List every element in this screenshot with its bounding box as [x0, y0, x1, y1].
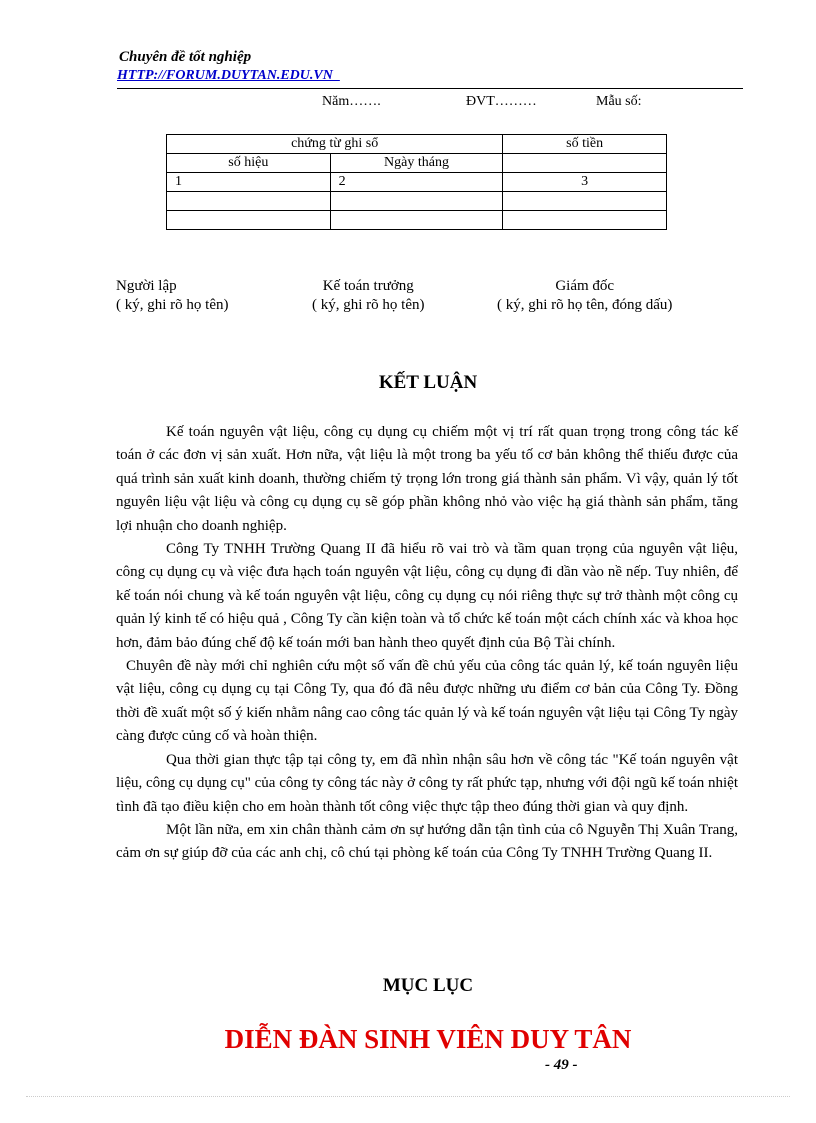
conclusion-body [116, 421, 738, 866]
table-index-cell: 2 [330, 173, 503, 192]
table-amount-header: số tiền [503, 135, 667, 154]
meta-year: Năm……. [322, 94, 381, 109]
footer-brand: DIỄN ĐÀN SINH VIÊN DUY TÂN [224, 1024, 632, 1054]
table-row [167, 154, 667, 173]
signature-note: ( ký, ghi rõ họ tên) [116, 297, 229, 313]
signature-director [497, 277, 672, 315]
table-cell [503, 192, 667, 211]
ledger-table [166, 134, 667, 230]
signature-chief-accountant [312, 277, 424, 315]
forum-link[interactable]: HTTP://FORUM.DUYTAN.EDU.VN_ [117, 68, 340, 83]
conclusion-paragraph: Công Ty TNHH Trường Quang II đã hiểu rõ vai trò và tầm quan trọng của nguyên vật liệu, công cụ dụng cụ và việc đưa hạch toán nguyên vật liệu, công cụ dụng đi dần vào nề nếp. Tuy nhiên, để kế toán nói chung và kế toán nguyên vật liệu, công cụ dụng cụ nói riêng thực sự trở thành một công cụ quản lý kinh tế có hiệu quả , Công Ty cần kiện toàn và tổ chức kế toán một cách chính xác và khoa học hơn, đảm bảo đúng chế độ kế toán mới ban hành theo quyết định của Bộ Tài chính. [116, 541, 738, 651]
signature-preparer [116, 277, 228, 315]
table-row [167, 211, 667, 230]
conclusion-paragraph: Chuyên đề này mới chỉ nghiên cứu một số vấn đề chủ yếu của công tác quản lý, kế toán nguyên liệu vật liệu, công cụ dụng cụ tại Công Ty, qua đó đã nêu được những ưu điểm cơ bản của Công Ty. Đồng thời đề xuất một số ý kiến nhằm nâng cao công tác quản lý và kế toán nguyên vật liệu tại Công Ty ngày càng được củng cố và hoàn thiện. [116, 658, 738, 745]
table-row [167, 173, 667, 192]
conclusion-paragraph: Kế toán nguyên vật liệu, công cụ dụng cụ chiếm một vị trí rất quan trọng trong công tác kế toán ở các đơn vị sản xuất. Hơn nữa, vật liệu là một trong ba yếu tố cơ bản không thể thiếu được của quá trình sản xuất kinh doanh, thường chiếm tỷ trọng lớn trong giá thành sản phẩm. Vì vậy, quản lý tốt nguyên liệu vật liệu và công cụ dụng cụ sẽ góp phần không nhỏ vào việc hạ giá thành sản phẩm, tăng lợi nhuận cho doanh nghiệp. [116, 424, 738, 534]
conclusion-paragraph: Một lần nữa, em xin chân thành cảm ơn sự hướng dẫn tận tình của cô Nguyễn Thị Xuân Trang, cảm ơn sự giúp đỡ của các anh chị, cô chú tại phòng kế toán của Công Ty TNHH Trường Quang II. [116, 821, 738, 862]
table-group-header: chứng từ ghi sổ [167, 135, 503, 154]
table-cell [503, 154, 667, 173]
table-cell [330, 211, 503, 230]
table-cell [330, 192, 503, 211]
signature-role: Người lập [116, 278, 177, 294]
signature-role: Kế toán trưởng [322, 278, 414, 294]
table-cell [167, 192, 331, 211]
table-cell [167, 211, 331, 230]
table-col-date: Ngày tháng [330, 154, 503, 173]
toc-heading: MỤC LỤC [382, 975, 474, 996]
conclusion-paragraph: Qua thời gian thực tập tại công ty, em đã nhìn nhận sâu hơn về công tác "Kế toán nguyên vật liệu, công cụ dụng cụ" của công ty công tác này ở công ty rất phức tạp, nhưng với đội ngũ kế toán nhiệt tình đã tạo điều kiện cho em hoàn thành tốt công việc thực tập theo đúng thời gian và quy định. [116, 751, 738, 815]
header-divider [117, 88, 743, 89]
table-cell [503, 211, 667, 230]
signature-note: ( ký, ghi rõ họ tên) [312, 297, 425, 313]
signature-role: Giám đốc [555, 278, 615, 294]
meta-form-number: Mẫu số: [596, 94, 642, 109]
page-number: - 49 - [545, 1057, 578, 1073]
conclusion-heading: KẾT LUẬN [378, 372, 478, 393]
signature-note: ( ký, ghi rõ họ tên, đóng dấu) [497, 297, 673, 313]
table-row [167, 192, 667, 211]
table-row [167, 135, 667, 154]
meta-unit: ĐVT……… [466, 94, 537, 109]
table-index-cell: 1 [167, 173, 331, 192]
document-header-title: Chuyên đề tốt nghiệp [119, 49, 252, 65]
footer-divider [26, 1096, 790, 1097]
table-index-cell: 3 [503, 173, 667, 192]
table-col-number: số hiệu [167, 154, 331, 173]
